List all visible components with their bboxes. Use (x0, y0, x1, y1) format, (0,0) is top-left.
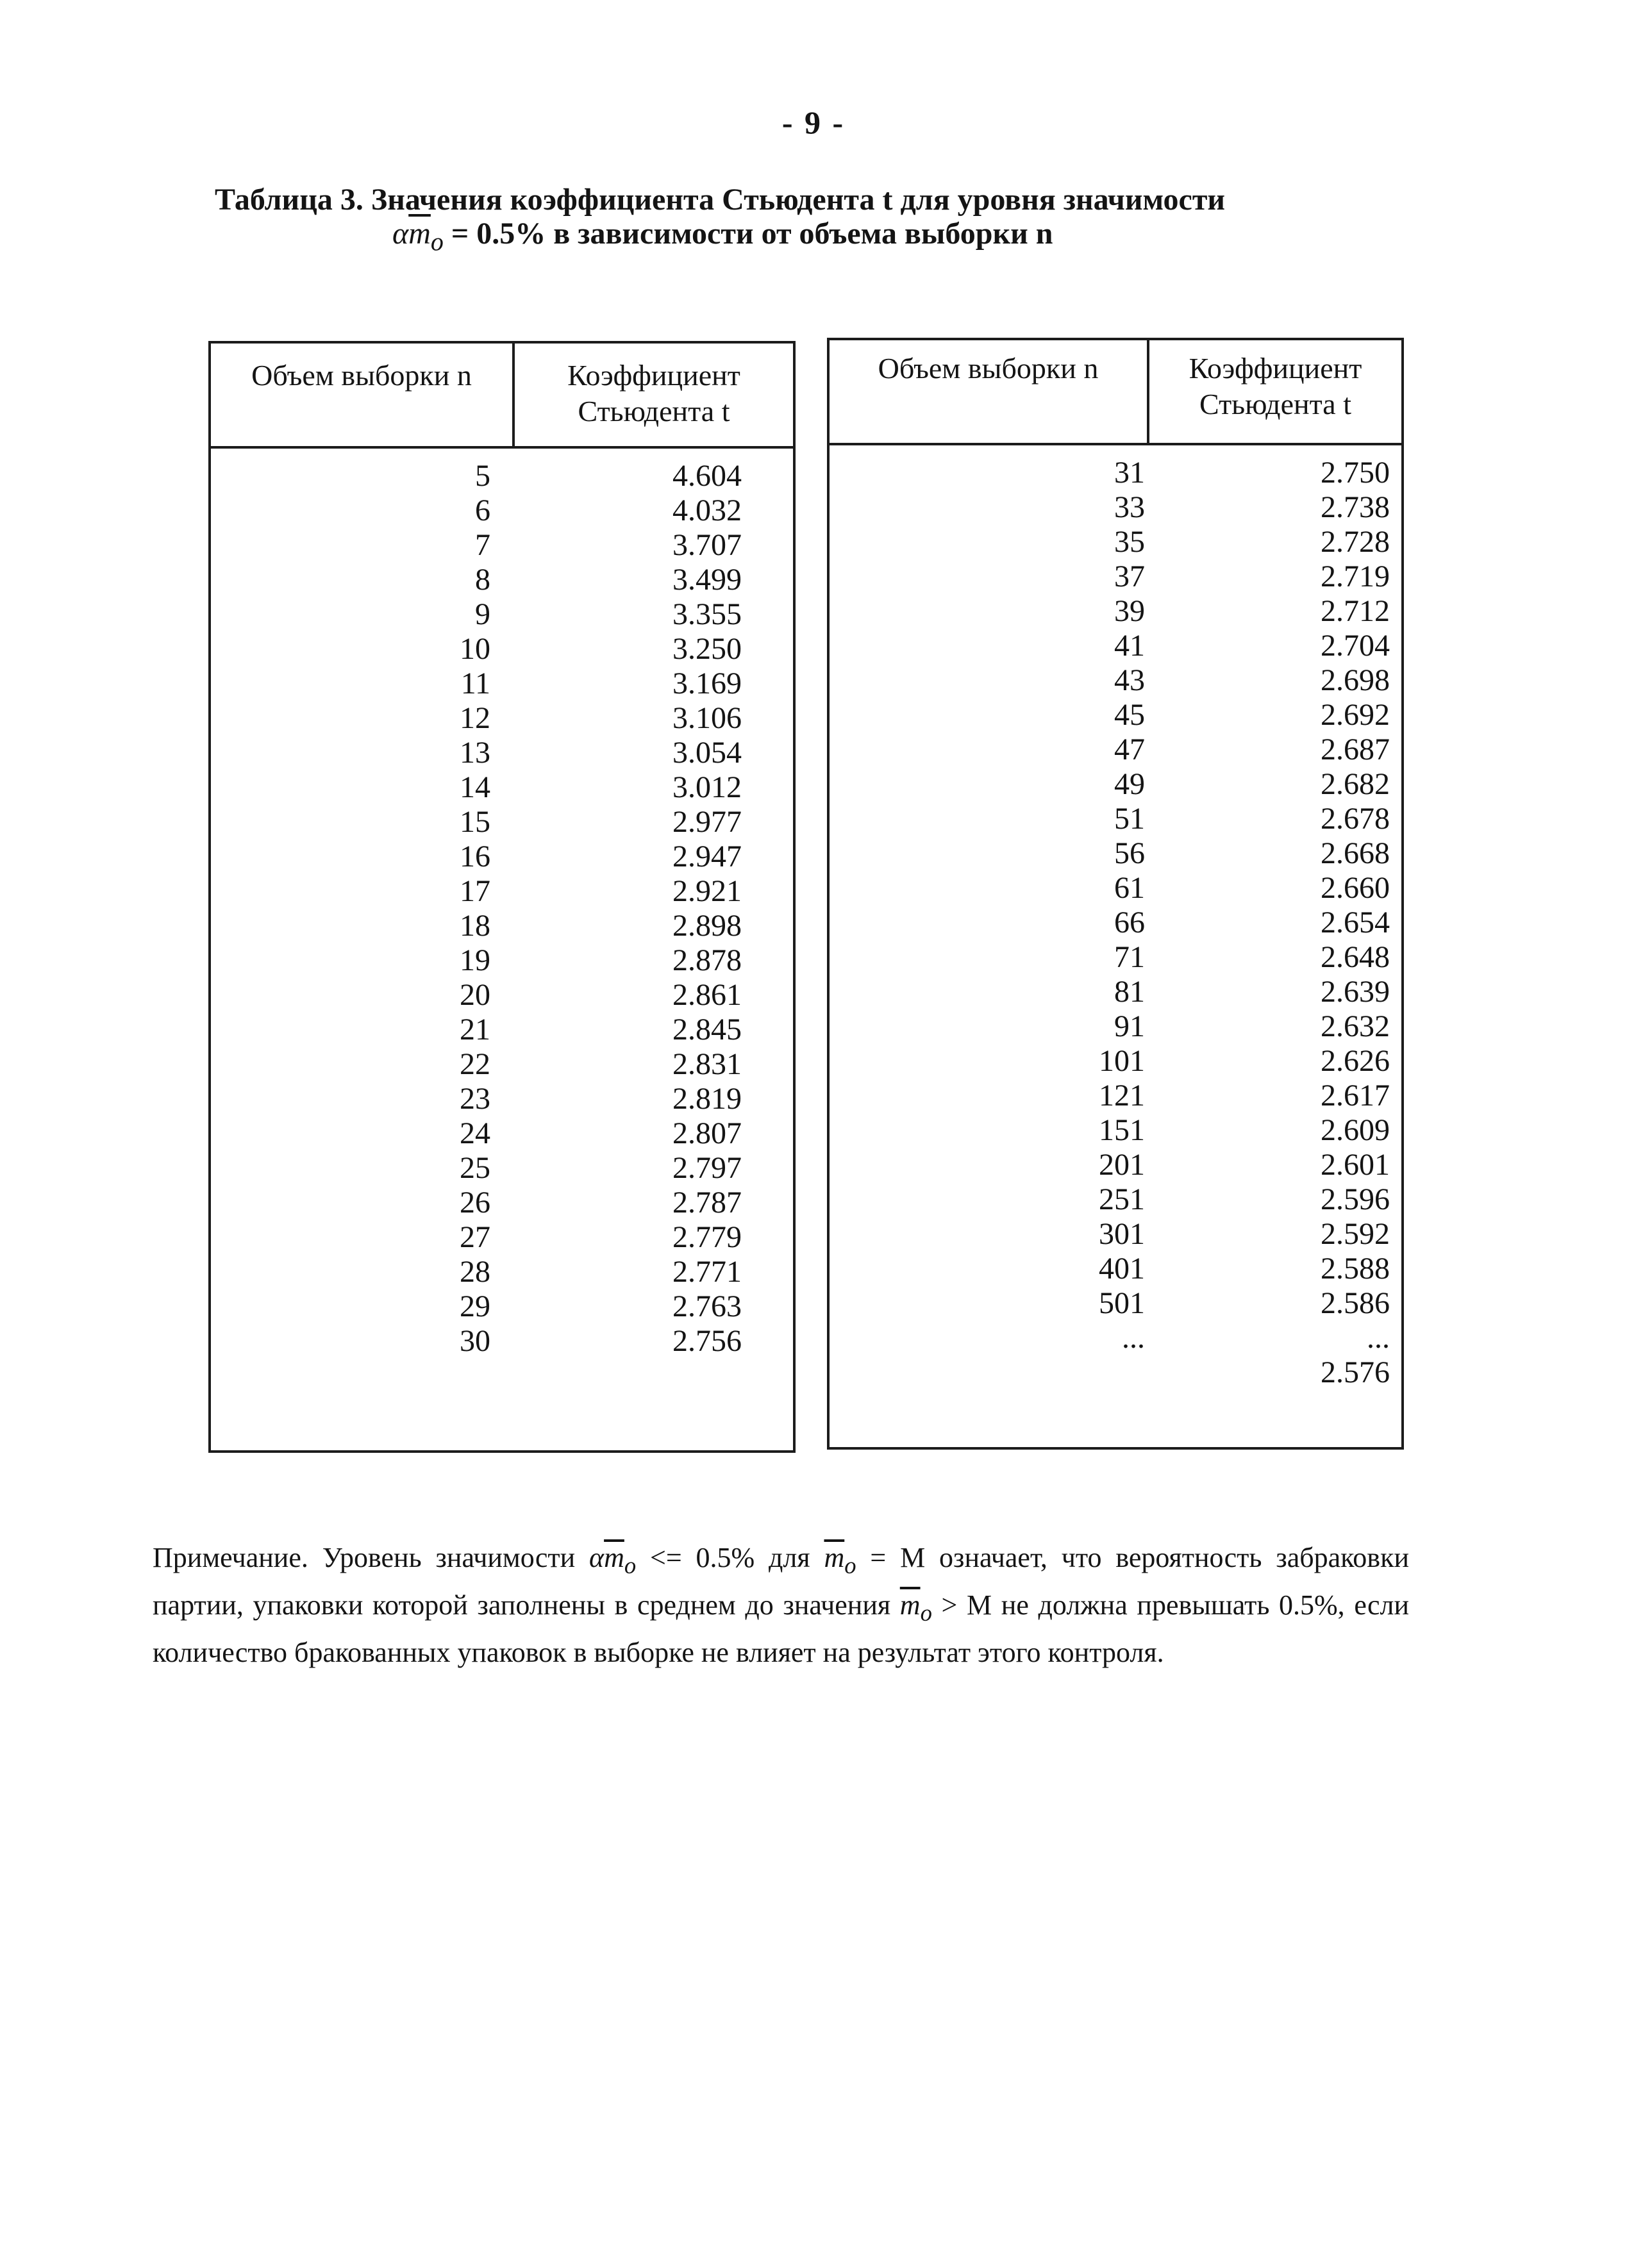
table-row (830, 1182, 1401, 1217)
table-caption-line1: Таблица 3. Значения коэффициента Стьюдента t для уровня значимости (215, 183, 1226, 217)
student-coef-cell: 2.698 (1321, 663, 1390, 697)
table-left (208, 341, 796, 1453)
sample-size-cell: 45 (1114, 698, 1145, 732)
sample-size-cell: 151 (1099, 1113, 1145, 1147)
table-row (830, 975, 1401, 1009)
sample-size-cell: 39 (1114, 594, 1145, 628)
table-row (830, 1009, 1401, 1044)
sample-size-cell: 20 (460, 978, 490, 1012)
header-student-coef-line1: Коэффициент (567, 359, 740, 392)
table-row (211, 1151, 793, 1186)
table-row (830, 906, 1401, 940)
sample-size-cell: 37 (1114, 559, 1145, 593)
table-row (830, 490, 1401, 525)
sample-size-cell: 31 (1114, 456, 1145, 490)
sample-size-cell: 21 (460, 1013, 490, 1047)
student-coef-cell: 2.831 (672, 1047, 742, 1081)
caption-line2-text: = 0.5% в зависимости от объема выборки n (443, 217, 1053, 251)
table-row (211, 1255, 793, 1289)
student-coef-cell: 2.648 (1321, 940, 1390, 974)
student-coef-cell: 2.750 (1321, 456, 1390, 490)
sample-size-cell: 18 (460, 909, 490, 943)
sample-size-cell: 11 (460, 666, 490, 700)
table-row (211, 528, 793, 563)
sample-size-cell: 401 (1099, 1252, 1145, 1286)
sample-size-cell: 5 (475, 459, 490, 493)
student-coef-cell: 2.668 (1321, 836, 1390, 870)
student-coef-cell: 2.719 (1321, 559, 1390, 593)
m-bar-symbol: $\overline{m}_o$ (824, 1542, 856, 1578)
table-left-header (211, 344, 793, 449)
student-coef-cell: 2.807 (672, 1116, 742, 1150)
table-row (830, 1252, 1401, 1286)
student-coef-cell: 2.654 (1321, 906, 1390, 939)
sample-size-cell: 9 (475, 597, 490, 631)
student-coef-cell: 2.763 (672, 1289, 742, 1323)
table-row (830, 940, 1401, 975)
sample-size-cell: 251 (1099, 1182, 1145, 1216)
table-row (211, 978, 793, 1013)
student-coef-cell: 2.712 (1321, 594, 1390, 628)
table-row (211, 1047, 793, 1082)
table-row (211, 909, 793, 943)
sample-size-cell: 35 (1114, 525, 1145, 559)
header-sample-size: Объем выборки n (878, 352, 1099, 385)
header-student-coef-line2: Стьюдента t (578, 395, 730, 427)
table-row (830, 733, 1401, 767)
table-row (830, 1355, 1401, 1390)
sample-size-cell: 23 (460, 1082, 490, 1116)
header-student-coef (1149, 340, 1401, 443)
student-coef-cell: 2.779 (672, 1220, 742, 1254)
student-coef-cell: 2.596 (1321, 1182, 1390, 1216)
table-row (830, 836, 1401, 871)
student-coef-cell: 2.609 (1321, 1113, 1390, 1147)
sample-size-cell: 49 (1114, 767, 1145, 801)
table-row (830, 871, 1401, 906)
sample-size-cell: 12 (460, 701, 490, 735)
student-coef-cell: 3.054 (672, 736, 742, 770)
table-row (211, 493, 793, 528)
sample-size-cell: ... (1122, 1321, 1145, 1355)
student-coef-cell: 3.250 (672, 632, 742, 666)
student-coef-cell: 2.771 (672, 1255, 742, 1289)
note-paragraph (153, 1538, 1409, 1673)
student-coef-cell: 2.738 (1321, 490, 1390, 524)
table-left-body (211, 459, 793, 1359)
sample-size-cell: 24 (460, 1116, 490, 1150)
student-coef-cell: 2.682 (1321, 767, 1390, 801)
table-row (211, 943, 793, 978)
sample-size-cell: 13 (460, 736, 490, 770)
student-coef-cell: 3.169 (672, 666, 742, 700)
student-coef-cell: 2.601 (1321, 1148, 1390, 1182)
header-sample-size: Объем выборки n (251, 359, 472, 392)
student-coef-cell: 2.728 (1321, 525, 1390, 559)
sample-size-cell: 47 (1114, 733, 1145, 766)
student-coef-cell: 2.639 (1321, 975, 1390, 1009)
sample-size-cell: 6 (475, 493, 490, 527)
table-row (211, 666, 793, 701)
student-coef-cell: 2.660 (1321, 871, 1390, 905)
table-row (830, 767, 1401, 802)
alpha-symbol: $\alpha\overline{m}_o$ (392, 217, 444, 256)
student-coef-cell: 2.592 (1321, 1217, 1390, 1251)
student-coef-cell: 2.687 (1321, 733, 1390, 766)
table-row (211, 632, 793, 666)
table-row (211, 874, 793, 909)
sample-size-cell: 121 (1099, 1079, 1145, 1113)
table-row (211, 1082, 793, 1116)
table-row (211, 1289, 793, 1324)
student-coef-cell: 3.707 (672, 528, 742, 562)
student-coef-cell: 2.692 (1321, 698, 1390, 732)
student-coef-cell: 2.632 (1321, 1009, 1390, 1043)
table-row (830, 1148, 1401, 1182)
alpha-symbol: $\alpha\overline{m}_o$ (588, 1542, 637, 1578)
sample-size-cell: 28 (460, 1255, 490, 1289)
header-student-coef-line2: Стьюдента t (1199, 388, 1351, 420)
note-text-2: <= 0.5% для (636, 1542, 824, 1573)
table-row (211, 1116, 793, 1151)
student-coef-cell: 2.588 (1321, 1252, 1390, 1286)
student-coef-cell: 2.586 (1321, 1286, 1390, 1320)
sample-size-cell: 91 (1114, 1009, 1145, 1043)
student-coef-cell: 2.617 (1321, 1079, 1390, 1113)
table-row (211, 840, 793, 874)
student-coef-cell: 2.898 (672, 909, 742, 943)
table-row (211, 805, 793, 840)
sample-size-cell: 81 (1114, 975, 1145, 1009)
table-row (830, 1321, 1401, 1355)
sample-size-cell: 15 (460, 805, 490, 839)
sample-size-cell: 10 (460, 632, 490, 666)
table-row (830, 802, 1401, 836)
table-row (211, 736, 793, 770)
sample-size-cell: 301 (1099, 1217, 1145, 1251)
note-text-1: Примечание. Уровень значимости (153, 1542, 589, 1573)
sample-size-cell: 14 (460, 770, 490, 804)
sample-size-cell: 201 (1099, 1148, 1145, 1182)
table-row (830, 559, 1401, 594)
student-coef-cell: 2.626 (1321, 1044, 1390, 1078)
table-row (830, 663, 1401, 698)
sample-size-cell: 7 (475, 528, 490, 562)
sample-size-cell: 16 (460, 840, 490, 873)
table-row (830, 525, 1401, 559)
student-coef-cell: 2.861 (672, 978, 742, 1012)
sample-size-cell: 51 (1114, 802, 1145, 836)
student-coef-cell: 2.819 (672, 1082, 742, 1116)
sample-size-cell: 8 (475, 563, 490, 597)
sample-size-cell: 19 (460, 943, 490, 977)
student-coef-cell: 2.845 (672, 1013, 742, 1047)
sample-size-cell: 25 (460, 1151, 490, 1185)
table-row (830, 1286, 1401, 1321)
table-row (211, 1013, 793, 1047)
table-row (830, 1044, 1401, 1079)
student-coef-cell: 4.032 (672, 493, 742, 527)
table-row (830, 456, 1401, 490)
student-coef-cell: 2.921 (672, 874, 742, 908)
page-number: - 9 - (781, 104, 846, 140)
table-row (211, 1324, 793, 1359)
student-coef-cell: 2.878 (672, 943, 742, 977)
table-row (830, 698, 1401, 733)
student-coef-cell: 3.499 (672, 563, 742, 597)
student-coef-cell: ... (1367, 1321, 1390, 1355)
sample-size-cell: 33 (1114, 490, 1145, 524)
table-row (211, 1186, 793, 1220)
sample-size-cell: 26 (460, 1186, 490, 1220)
sample-size-cell: 29 (460, 1289, 490, 1323)
sample-size-cell: 56 (1114, 836, 1145, 870)
sample-size-cell: 61 (1114, 871, 1145, 905)
table-row (830, 1113, 1401, 1148)
student-coef-cell: 2.977 (672, 805, 742, 839)
table-right-body (830, 456, 1401, 1390)
table-row (211, 770, 793, 805)
table-row (830, 1079, 1401, 1113)
table-right (827, 338, 1404, 1450)
student-coef-cell: 2.797 (672, 1151, 742, 1185)
table-row (211, 597, 793, 632)
header-student-coef-line1: Коэффициент (1189, 352, 1362, 385)
student-coef-cell: 2.756 (672, 1324, 742, 1358)
student-coef-cell: 4.604 (672, 459, 742, 493)
sample-size-cell: 27 (460, 1220, 490, 1254)
sample-size-cell: 101 (1099, 1044, 1145, 1078)
sample-size-cell: 17 (460, 874, 490, 908)
table-row (211, 1220, 793, 1255)
student-coef-cell: 3.106 (672, 701, 742, 735)
sample-size-cell: 501 (1099, 1286, 1145, 1320)
student-coef-cell: 2.678 (1321, 802, 1390, 836)
sample-size-cell: 41 (1114, 629, 1145, 663)
student-coef-cell: 2.947 (672, 840, 742, 873)
table-caption-line2 (392, 215, 1053, 261)
note-text-3: = М означает, что вероятность забраковки партии, упаковки которой заполнены в среднем до значения (153, 1542, 1409, 1621)
table-row (830, 629, 1401, 663)
sample-size-cell: 22 (460, 1047, 490, 1081)
table-row (211, 459, 793, 493)
note-text-4: > М не должна превышать 0.5%, если количество бракованных упаковок в выборке не влияет на результат этого контроля. (153, 1589, 1409, 1668)
student-coef-cell: 3.355 (672, 597, 742, 631)
sample-size-cell: 71 (1114, 940, 1145, 974)
table-right-header (830, 340, 1401, 445)
table-row (830, 1217, 1401, 1252)
student-coef-cell: 2.787 (672, 1186, 742, 1220)
student-coef-cell: 3.012 (672, 770, 742, 804)
sample-size-cell: 66 (1114, 906, 1145, 939)
student-coef-cell: 2.576 (1321, 1355, 1390, 1389)
sample-size-cell: 43 (1114, 663, 1145, 697)
table-row (211, 563, 793, 597)
header-student-coef (515, 344, 793, 446)
table-row (211, 701, 793, 736)
table-row (830, 594, 1401, 629)
sample-size-cell: 30 (460, 1324, 490, 1358)
student-coef-cell: 2.704 (1321, 629, 1390, 663)
m-bar-symbol: $\overline{m}_o$ (899, 1589, 932, 1626)
